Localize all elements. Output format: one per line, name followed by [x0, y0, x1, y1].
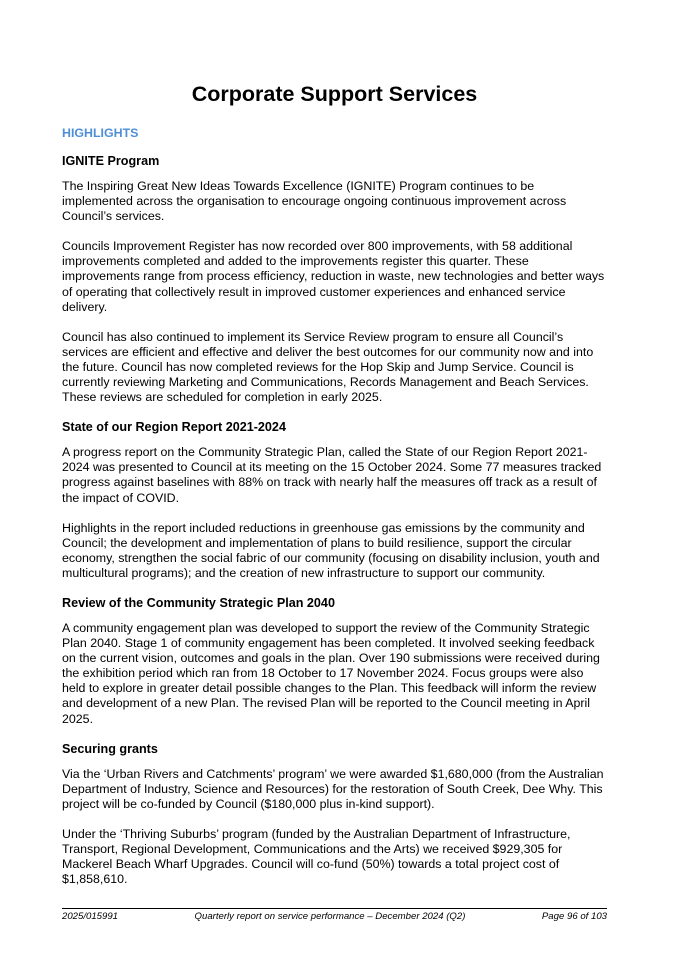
- footer-report-title: Quarterly report on service performance – December 2024 (Q2): [194, 911, 466, 922]
- paragraph: Under the ‘Thriving Suburbs’ program (funded by the Australian Department of Infrastructure, Transport, Regional Development, Communications and the Arts) we received $929,305 for Mackerel Beach Wharf Upgrades. Council will co-fund (50%) towards a total project cost of $1,858,610.: [62, 826, 571, 887]
- paragraph: A community engagement plan was developed to support the review of the Community Strategic Plan 2040. Stage 1 of community engagement has been completed. It involved seeking feedback on the current vision, outcomes and goals in the plan. Over 190 submissions were received during the exhibition period which ran from 18 October to 17 November 2024. Focus groups were also held to explore in greater detail possible changes to the Plan. This feedback will inform the review and development of a new Plan. The revised Plan will be reported to the Council meeting in April 2025.: [62, 620, 600, 726]
- section-csp-review: [62, 596, 607, 727]
- footer-page-number: Page 96 of 103: [541, 911, 607, 922]
- section-heading: Securing grants: [62, 741, 158, 756]
- footer-doc-number: 2025/015991: [62, 911, 119, 922]
- section-state-of-region: [62, 420, 607, 581]
- paragraph: Council has also continued to implement its Service Review program to ensure all Council’s services are efficient and effective and deliver the best outcomes for our community now and into the future. Council has now completed reviews for the Hop Skip and Jump Service. Council is currently reviewing Marketing and Communications, Records Management and Beach Services. These reviews are scheduled for completion in early 2025.: [62, 329, 594, 405]
- paragraph: The Inspiring Great New Ideas Towards Excellence (IGNITE) Program continues to be implemented across the organisation to encourage ongoing continuous improvement across Council’s services.: [62, 179, 567, 224]
- section-heading: State of our Region Report 2021-2024: [62, 420, 286, 435]
- section-heading: Review of the Community Strategic Plan 2040: [62, 595, 335, 610]
- highlights-heading: HIGHLIGHTS: [62, 126, 139, 140]
- page-title: Corporate Support Services: [191, 82, 478, 106]
- paragraph: A progress report on the Community Strategic Plan, called the State of our Region Report 2021-2024 was presented to Council at its meeting on the 15 October 2024. Some 77 measures tracked progress against baselines with 88% on track with nearly half the measures off track as a result of the impact of COVID.: [62, 445, 602, 505]
- section-securing-grants: [62, 742, 607, 888]
- section-heading: IGNITE Program: [62, 154, 160, 168]
- content-body: [62, 154, 607, 902]
- section-ignite: [62, 154, 607, 405]
- paragraph: Highlights in the report included reductions in greenhouse gas emissions by the community and Council; the development and implementation of plans to build resilience, support the circular economy, strengthen the social fabric of our community (focusing on disability inclusion, youth and multicultural programs); and the creation of new infrastructure to support our community.: [62, 520, 600, 580]
- page-footer: [62, 908, 607, 922]
- paragraph: Councils Improvement Register has now recorded over 800 improvements, with 58 additional improvements completed and added to the improvements register this quarter. These improvements range from process efficiency, reduction in waste, new technologies and better ways of operating that collectively result in improved customer experiences and enhanced service delivery.: [62, 239, 605, 314]
- paragraph: Via the ‘Urban Rivers and Catchments’ program’ we were awarded $1,680,000 (from the Australian Department of Industry, Science and Resources) for the restoration of South Creek, Dee Why. This project will be co-funded by Council ($180,000 plus in-kind support).: [62, 766, 604, 811]
